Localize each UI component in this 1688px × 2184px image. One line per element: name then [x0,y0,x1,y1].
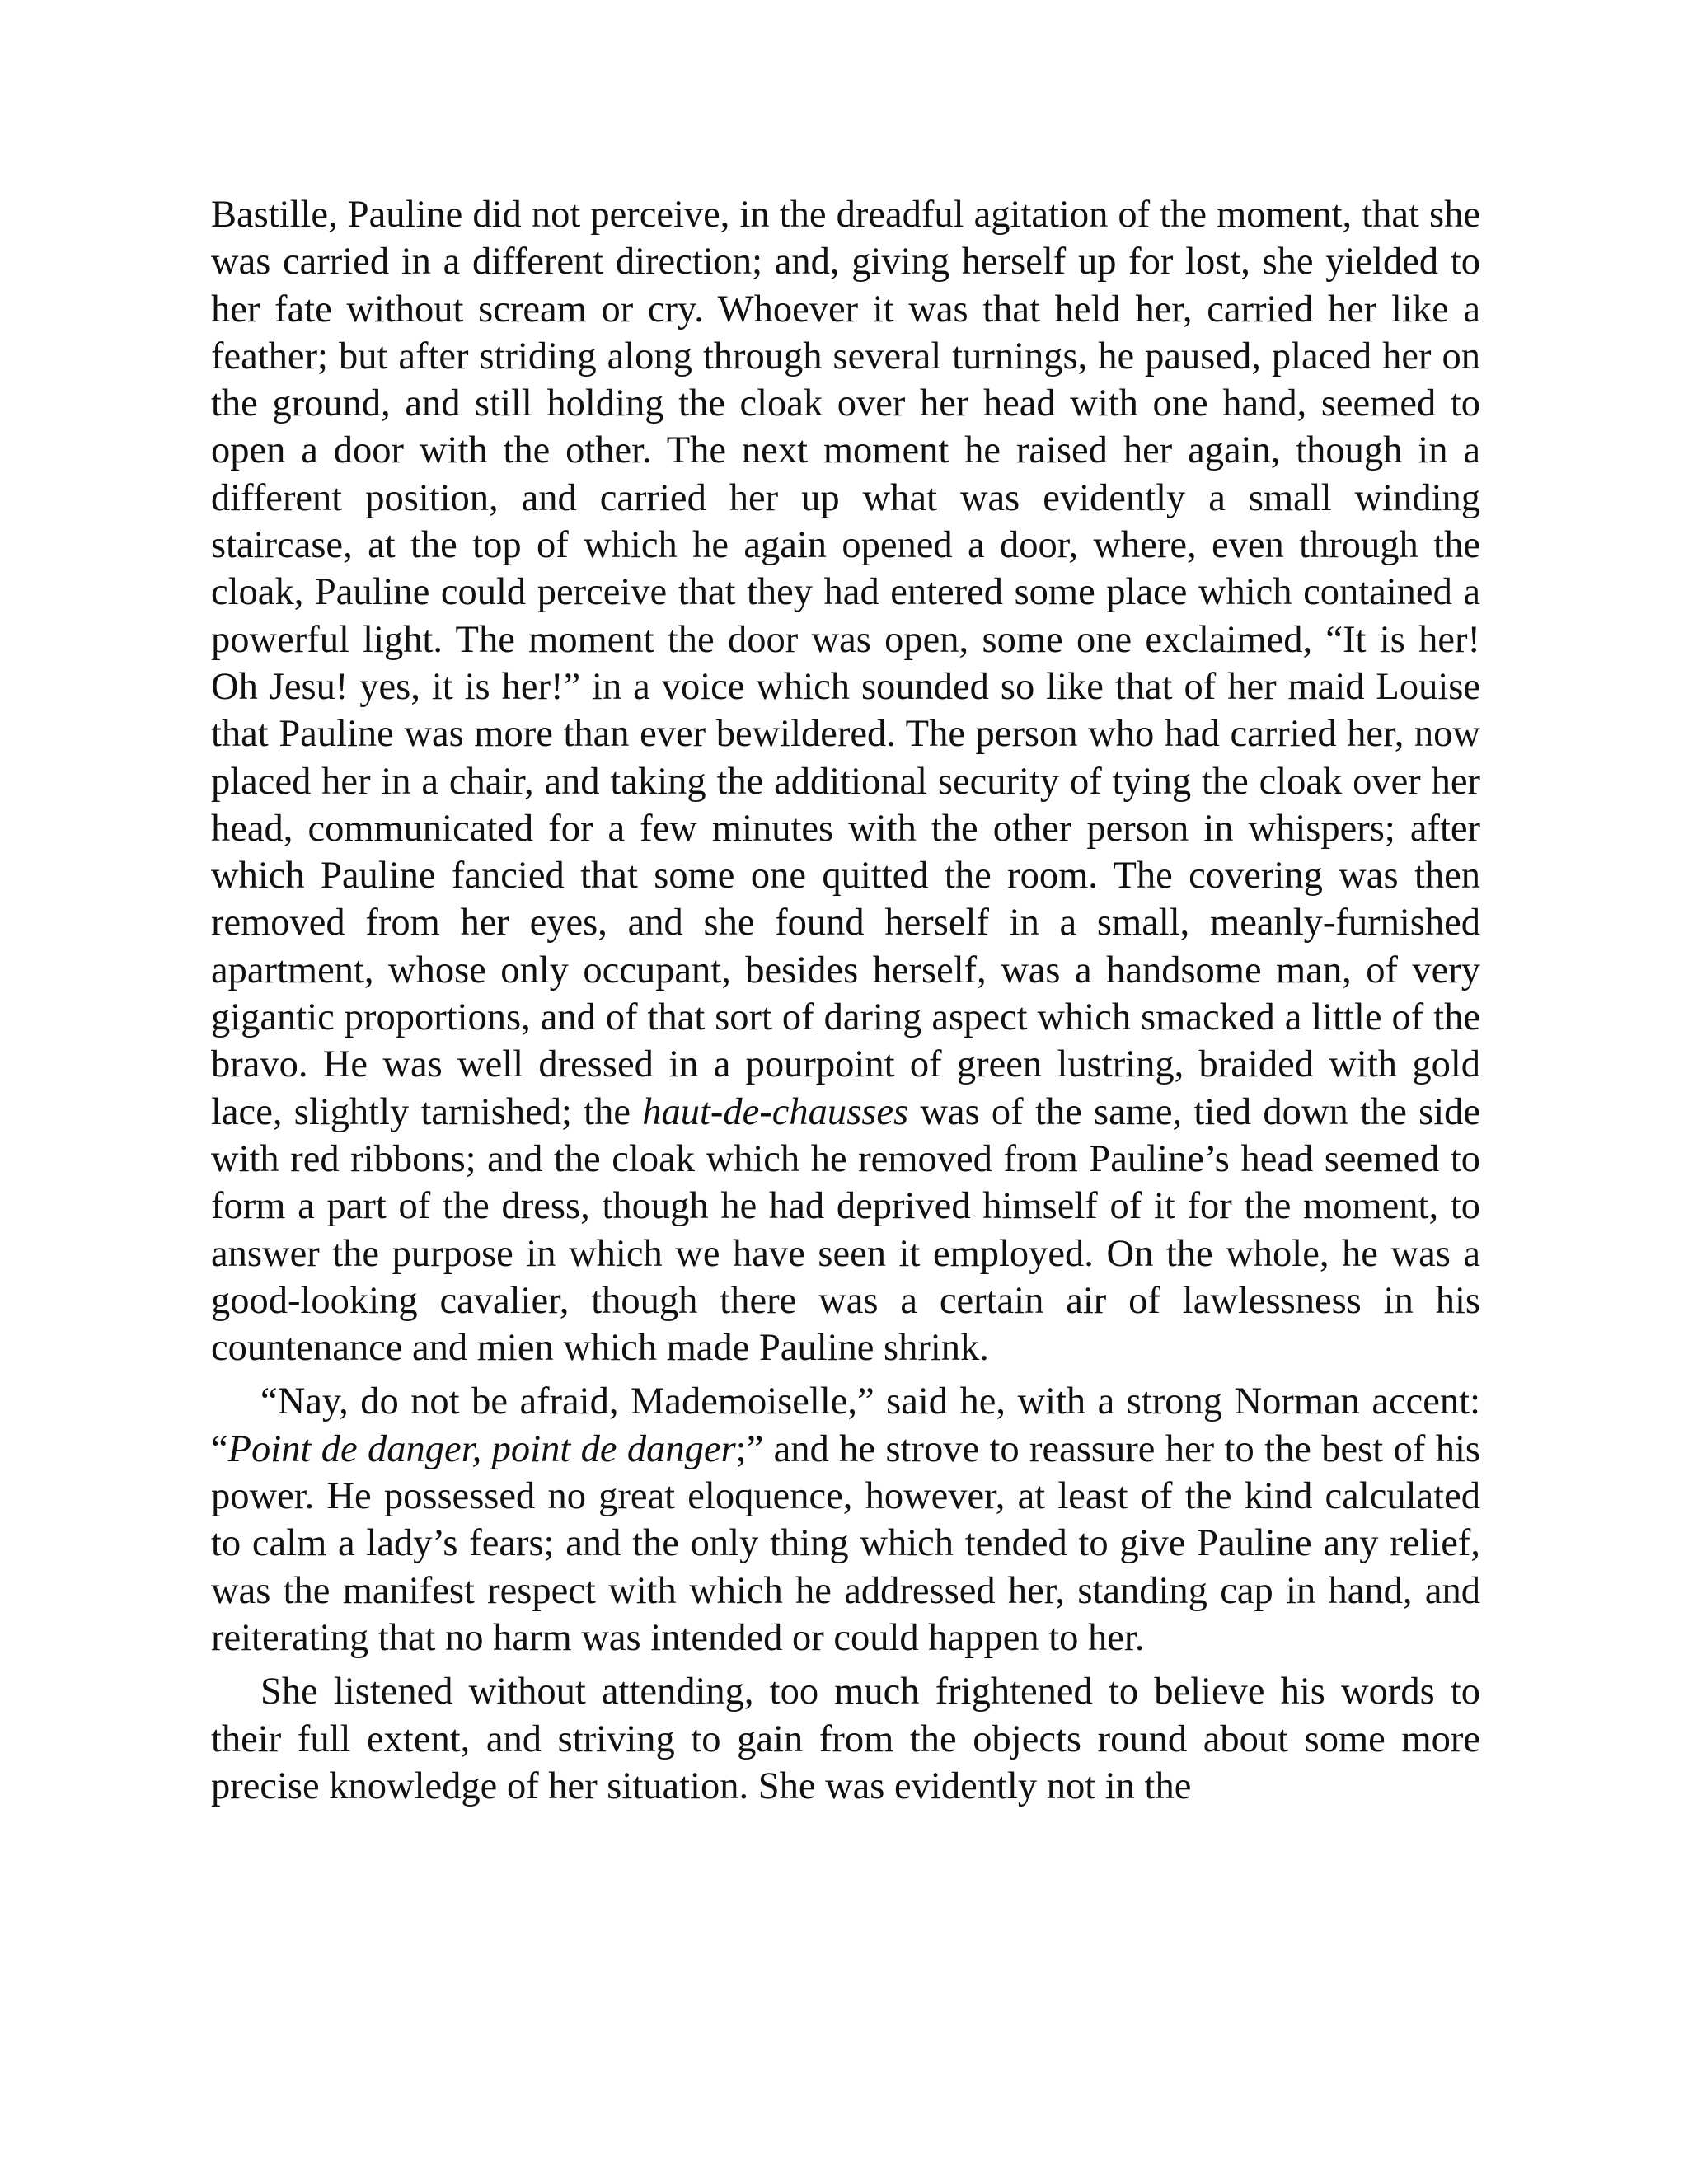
paragraph-2 [211,1378,1480,1661]
text-run: ;” and he strove to reassure her to the best of his power. He possessed no great eloquence, however, at least of the kind calculated to calm a lady’s fears; and the only thing which tended to give Pauline any relief, was the manifest respect with which he addressed her, standing cap in hand, and reiterating that no harm was intended or could happen to her. [211,1427,1480,1659]
body-text [211,191,1480,1810]
text-run: “Nay, do not be afraid, Mademoiselle,” said he, with a strong Norman accent: “ [211,1380,1480,1470]
text-run: was of the same, tied down the side with red ribbons; and the cloak which he removed from Pauline’s head seemed to form a part of the dress, though he had deprived himself of it for the moment, to answer the purpose in which we have seen it employed. On the whole, he was a good-looking cavalier, though there was a certain air of lawlessness in his countenance and mien which made Pauline shrink. [211,1090,1480,1370]
paragraph-1 [211,191,1480,1371]
text-run: She listened without attending, too much frightened to believe his words to their full extent, and striving to gain from the objects round about some more precise knowledge of her situation. She was evidently not in the [211,1671,1480,1807]
italic-phrase: Point de danger, point de danger [227,1427,736,1470]
text-run: Bastille, Pauline did not perceive, in the dreadful agitation of the moment, that she was carried in a different direction; and, giving herself up for lost, she yielded to her fate without scream or cry. Whoever it was that held her, carried her like a feather; but after striding along through several turnings, he paused, placed her on the ground, and still holding the cloak over her head with one hand, seemed to open a door with the other. The next moment he raised her again, though in a different position, and carried her up what was evidently a small winding staircase, at the top of which he again opened a door, where, even through the cloak, Pauline could perceive that they had entered some place which contained a powerful light. The moment the door was open, some one exclaimed, “It is her! Oh Jesu! yes, it is her!” in a voice which sounded so like that of her maid Louise that Pauline was more than ever bewildered. The person who had carried her, now placed her in a chair, and taking the additional security of tying the cloak over her head, communicated for a few minutes with the other person in whispers; after which Pauline fancied that some one quitted the room. The covering was then removed from her eyes, and she found herself in a small, meanly-furnished apartment, whose only occupant, besides herself, was a handsome man, of very gigantic proportions, and of that sort of daring aspect which smacked a little of the bravo. He was well dressed in a pourpoint of green lustring, braided with gold lace, slightly tarnished; the [211,194,1480,1133]
italic-term: haut-de-chausses [642,1090,909,1133]
paragraph-3 [211,1668,1480,1810]
